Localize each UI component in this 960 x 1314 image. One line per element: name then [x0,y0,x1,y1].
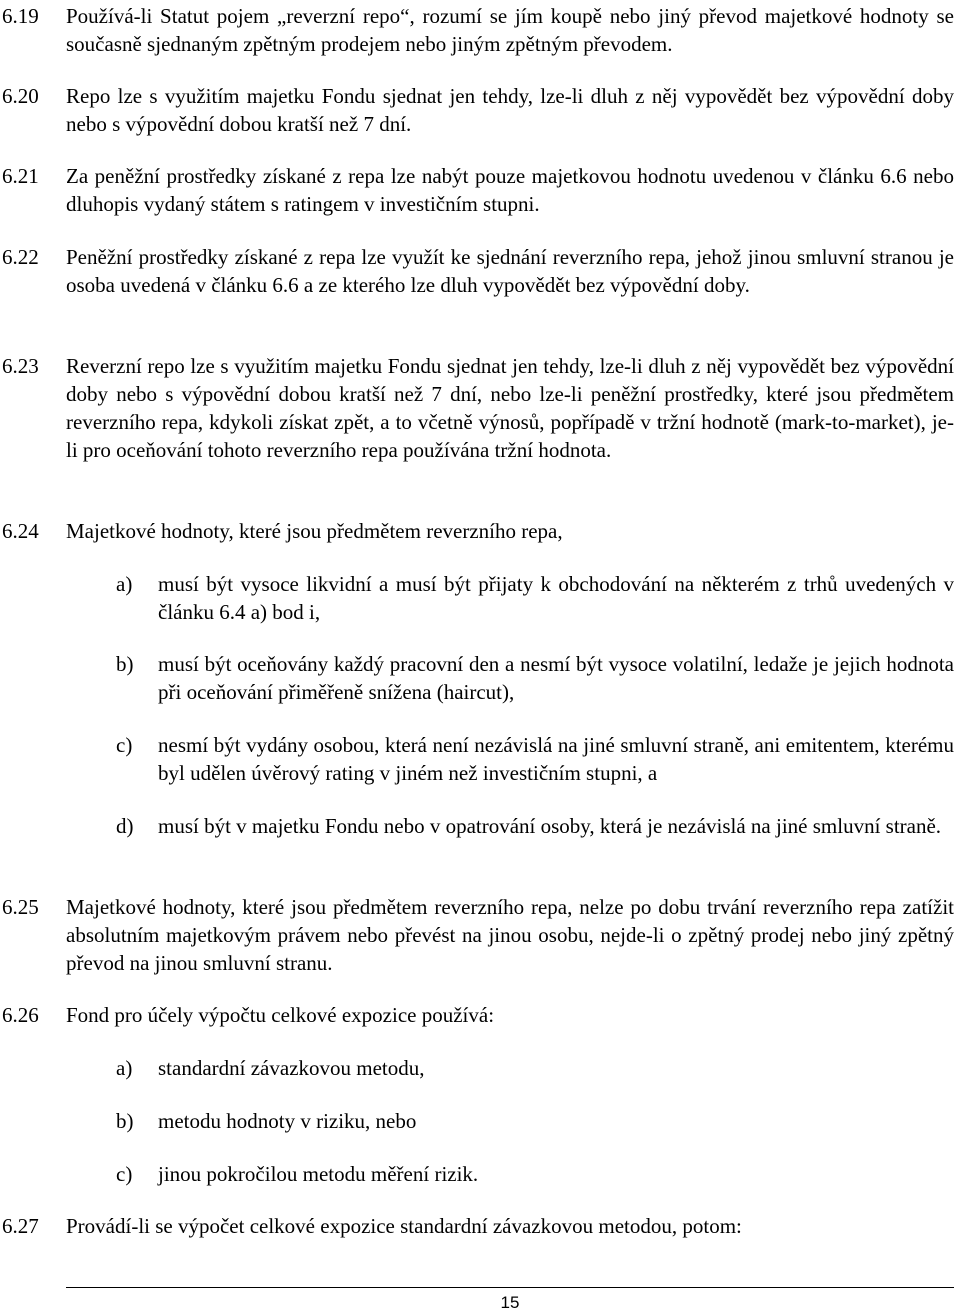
clause-text: Za peněžní prostředky získané z repa lze nabýt pouze majetkovou hodnotu uvedenou v článku 6.6 nebo dluhopis vydaný státem s ratingem v investičním stupni. [66,164,954,216]
list-item-label: c) [116,1162,133,1186]
clause-6-24 [2,517,954,545]
list-item-text: metodu hodnoty v riziku, nebo [158,1109,417,1133]
clause-6-27 [2,1212,954,1240]
list-item-text: musí být vysoce likvidní a musí být přijaty k obchodování na některém z trhů uvedených v článku 6.4 a) bod i, [158,572,954,624]
clause-number: 6.24 [2,519,39,543]
clause-6-23 [2,352,954,464]
list-item [116,1160,954,1188]
list-item [116,1054,954,1082]
clause-number: 6.22 [2,245,39,269]
list-item-label: a) [116,572,133,596]
clause-6-26 [2,1001,954,1029]
clause-6-22 [2,243,954,299]
clause-number: 6.27 [2,1214,39,1238]
clause-number: 6.23 [2,354,39,378]
list-item-text: nesmí být vydány osobou, která není nezávislá na jiné smluvní straně, ani emitentem, kterému byl udělen úvěrový rating v jiném než investičním stupni, a [158,733,954,785]
list-item [116,650,954,706]
list-item-label: a) [116,1056,133,1080]
list-item-label: d) [116,814,134,838]
page-number: 15 [500,1293,520,1312]
list-item-label: b) [116,652,134,676]
clause-text: Majetkové hodnoty, které jsou předmětem reverzního repa, [66,519,563,543]
clause-6-21 [2,162,954,218]
clause-number: 6.19 [2,4,39,28]
clause-text: Fond pro účely výpočtu celkové expozice používá: [66,1003,495,1027]
list-item [116,731,954,787]
list-item-label: b) [116,1109,134,1133]
clause-text: Majetkové hodnoty, které jsou předmětem reverzního repa, nelze po dobu trvání reverzního repa zatížit absolutním majetkovým právem nebo převést na jinou osobu, nejde-li o zpětný prodej nebo jiný zpětný převod na jinou smluvní stranu. [66,895,954,975]
clause-6-19 [2,2,954,58]
list-item-text: standardní závazkovou metodu, [158,1056,425,1080]
clause-6-20 [2,82,954,138]
list-item-text: musí být oceňovány každý pracovní den a nesmí být vysoce volatilní, ledaže je jejich hodnota při oceňování přiměřeně snížena (haircut), [158,652,954,704]
list-item-text: musí být v majetku Fondu nebo v opatrování osoby, která je nezávislá na jiné smluvní straně. [158,814,942,838]
list-item-text: jinou pokročilou metodu měření rizik. [158,1162,479,1186]
list-item [116,1107,954,1135]
clause-text: Repo lze s využitím majetku Fondu sjednat jen tehdy, lze-li dluh z něj vypovědět bez výpovědní doby nebo s výpovědní dobou kratší než 7 dní. [66,84,954,136]
clause-6-25 [2,893,954,977]
clause-number: 6.25 [2,895,39,919]
list-item [116,570,954,626]
clause-number: 6.26 [2,1003,39,1027]
list-item-label: c) [116,733,133,757]
clause-text: Peněžní prostředky získané z repa lze využít ke sjednání reverzního repa, jehož jinou smluvní stranou je osoba uvedená v článku 6.6 a ze kterého lze dluh vypovědět bez výpovědní doby. [66,245,954,297]
clause-text: Reverzní repo lze s využitím majetku Fondu sjednat jen tehdy, lze-li dluh z něj vypovědět bez výpovědní doby nebo s výpovědní dobou kratší než 7 dní, nebo lze-li peněžní prostředky, které jsou předmětem reverzního repa, kdykoli získat zpět, a to včetně výnosů, popřípadě v tržní hodnotě (mark-to-market), je-li pro oceňování tohoto reverzního repa používána tržní hodnota. [66,354,954,462]
clause-text: Používá-li Statut pojem „reverzní repo“, rozumí se jím koupě nebo jiný převod majetkové hodnoty se současně sjednaným zpětným prodejem nebo jiným zpětným převodem. [66,4,954,56]
clause-number: 6.20 [2,84,39,108]
clause-number: 6.21 [2,164,39,188]
list-item [116,812,954,840]
clause-text: Provádí-li se výpočet celkové expozice standardní závazkovou metodou, potom: [66,1214,742,1238]
footer-divider [66,1287,954,1288]
